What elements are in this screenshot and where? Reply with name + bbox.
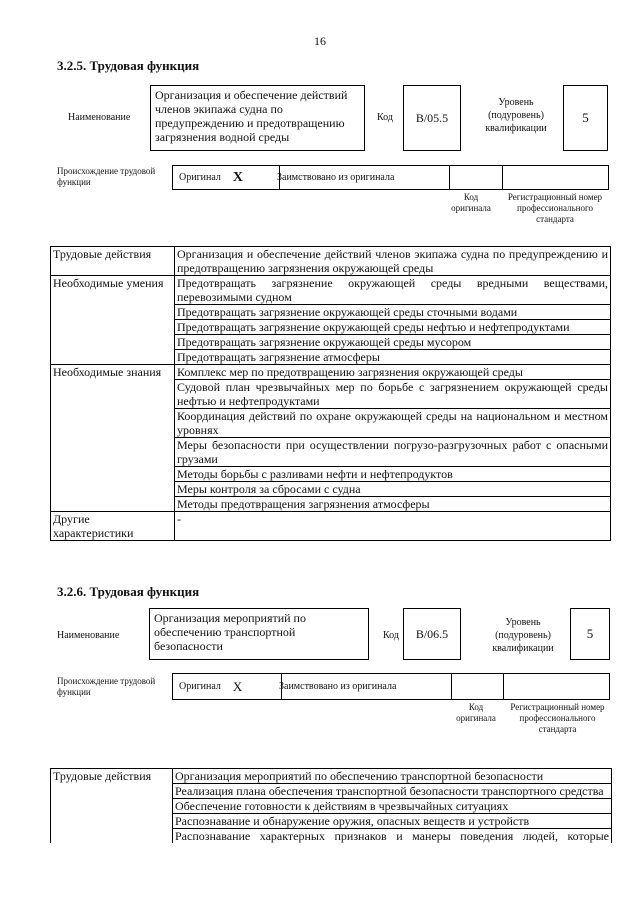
page-number: 16 bbox=[314, 34, 326, 48]
section-title: 3.2.6. Трудовая функция bbox=[57, 584, 200, 599]
table-row bbox=[51, 365, 611, 380]
actions-label: Трудовые действия bbox=[51, 769, 173, 784]
table-row bbox=[51, 467, 611, 482]
level-value: 5 bbox=[586, 626, 594, 641]
table-row bbox=[51, 276, 611, 305]
code-original-caption: Код оригинала bbox=[456, 702, 496, 723]
code-value: B/05.5 bbox=[415, 110, 449, 125]
knowledge-label: Необходимые знания bbox=[51, 365, 175, 380]
code-box bbox=[403, 608, 461, 660]
section-title: 3.2.5. Трудовая функция bbox=[57, 58, 200, 73]
action-item: Распознавание характерных признаков и манеры поведения людей, которые bbox=[173, 829, 612, 844]
code-original-cell bbox=[451, 674, 504, 699]
origin-label: Происхождение трудовой функции bbox=[57, 166, 156, 187]
function-table bbox=[50, 768, 612, 843]
table-row bbox=[51, 247, 611, 276]
table-row bbox=[51, 320, 611, 335]
skills-label: Необходимые умения bbox=[51, 276, 175, 305]
name-label: Наименование bbox=[68, 112, 131, 123]
knowledge-item: Методы предотвращения загрязнения атмосферы bbox=[175, 497, 611, 512]
knowledge-item: Координация действий по охране окружающей среды на национальном и местном уровнях bbox=[175, 409, 611, 438]
code-label: Код bbox=[383, 630, 399, 641]
reg-number-cell bbox=[502, 166, 609, 189]
table-row bbox=[51, 814, 612, 829]
original-mark: X bbox=[232, 169, 244, 185]
action-item: Организация мероприятий по обеспечению транспортной безопасности bbox=[173, 769, 612, 784]
reg-number-cell bbox=[503, 674, 610, 699]
level-box bbox=[563, 85, 608, 151]
original-cell bbox=[173, 674, 282, 699]
origin-row bbox=[172, 165, 609, 190]
action-item: Организация и обеспечение действий членов экипажа судна по предупреждению и предотвращению загрязнения окружающей среды bbox=[175, 247, 611, 276]
original-label: Оригинал bbox=[179, 172, 221, 183]
level-label: Уровень (подуровень) квалификации bbox=[492, 617, 554, 654]
original-mark: X bbox=[232, 678, 243, 694]
knowledge-item: Комплекс мер по предотвращению загрязнения окружающей среды bbox=[175, 365, 611, 380]
code-label: Код bbox=[377, 112, 393, 123]
table-row bbox=[51, 350, 611, 365]
borrowed-label: Заимствовано из оригинала bbox=[277, 172, 395, 183]
skill-item: Предотвращать загрязнение окружающей среды сточными водами bbox=[175, 305, 611, 320]
actions-label: Трудовые действия bbox=[51, 247, 175, 276]
knowledge-item: Меры контроля за сбросами с судна bbox=[175, 482, 611, 497]
function-name: Организация и обеспечение действий членов экипажа судна по предупреждению и предотвращению загрязнения водной среды bbox=[155, 88, 348, 144]
table-row bbox=[51, 409, 611, 438]
original-cell bbox=[173, 166, 280, 189]
action-item: Реализация плана обеспечения транспортной безопасности транспортного средства bbox=[173, 784, 612, 799]
table-row bbox=[51, 784, 612, 799]
skill-item: Предотвращать загрязнение атмосферы bbox=[175, 350, 611, 365]
table-row bbox=[51, 799, 612, 814]
knowledge-item: Судовой план чрезвычайных мер по борьбе с загрязнением окружающей среды нефтью и нефтепродуктами bbox=[175, 380, 611, 409]
function-name: Организация мероприятий по обеспечению транспортной безопасности bbox=[154, 611, 306, 653]
table-row bbox=[51, 380, 611, 409]
reg-number-caption: Регистрационный номер профессионального стандарта bbox=[510, 702, 605, 734]
borrowed-label: Заимствовано из оригинала bbox=[279, 681, 397, 692]
skill-item: Предотвращать загрязнение окружающей среды мусором bbox=[175, 335, 611, 350]
table-row bbox=[51, 497, 611, 512]
origin-row bbox=[172, 673, 610, 700]
function-name-box bbox=[150, 85, 365, 151]
table-row bbox=[51, 829, 612, 844]
code-value: B/06.5 bbox=[415, 626, 449, 641]
table-row bbox=[51, 438, 611, 467]
other-value: - bbox=[175, 512, 611, 541]
code-original-cell bbox=[449, 166, 503, 189]
function-name-box bbox=[149, 608, 369, 660]
reg-number-caption: Регистрационный номер профессионального стандарта bbox=[507, 192, 603, 224]
skill-item: Предотвращать загрязнение окружающей среды вредными веществами, перевозимыми судном bbox=[175, 276, 611, 305]
action-item: Распознавание и обнаружение оружия, опасных веществ и устройств bbox=[173, 814, 612, 829]
name-label: Наименование bbox=[57, 630, 120, 641]
other-label: Другие характеристики bbox=[51, 512, 175, 541]
function-table bbox=[50, 246, 611, 541]
table-row bbox=[51, 305, 611, 320]
level-value: 5 bbox=[582, 110, 589, 125]
borrowed-cell bbox=[275, 674, 452, 699]
knowledge-item: Методы борьбы с разливами нефти и нефтепродуктов bbox=[175, 467, 611, 482]
code-box bbox=[403, 85, 461, 151]
original-label: Оригинал bbox=[179, 681, 221, 692]
action-item: Обеспечение готовности к действиям в чрезвычайных ситуациях bbox=[173, 799, 612, 814]
code-original-caption: Код оригинала bbox=[451, 192, 491, 213]
origin-label: Происхождение трудовой функции bbox=[57, 676, 156, 697]
table-row bbox=[51, 335, 611, 350]
table-row bbox=[51, 482, 611, 497]
knowledge-item: Меры безопасности при осуществлении погрузо-разгрузочных работ с опасными грузами bbox=[175, 438, 611, 467]
table-row bbox=[51, 769, 612, 784]
level-label: Уровень (подуровень) квалификации bbox=[485, 97, 547, 134]
skill-item: Предотвращать загрязнение окружающей среды нефтью и нефтепродуктами bbox=[175, 320, 611, 335]
borrowed-cell bbox=[273, 166, 450, 189]
level-box bbox=[570, 608, 610, 660]
table-row bbox=[51, 512, 611, 541]
